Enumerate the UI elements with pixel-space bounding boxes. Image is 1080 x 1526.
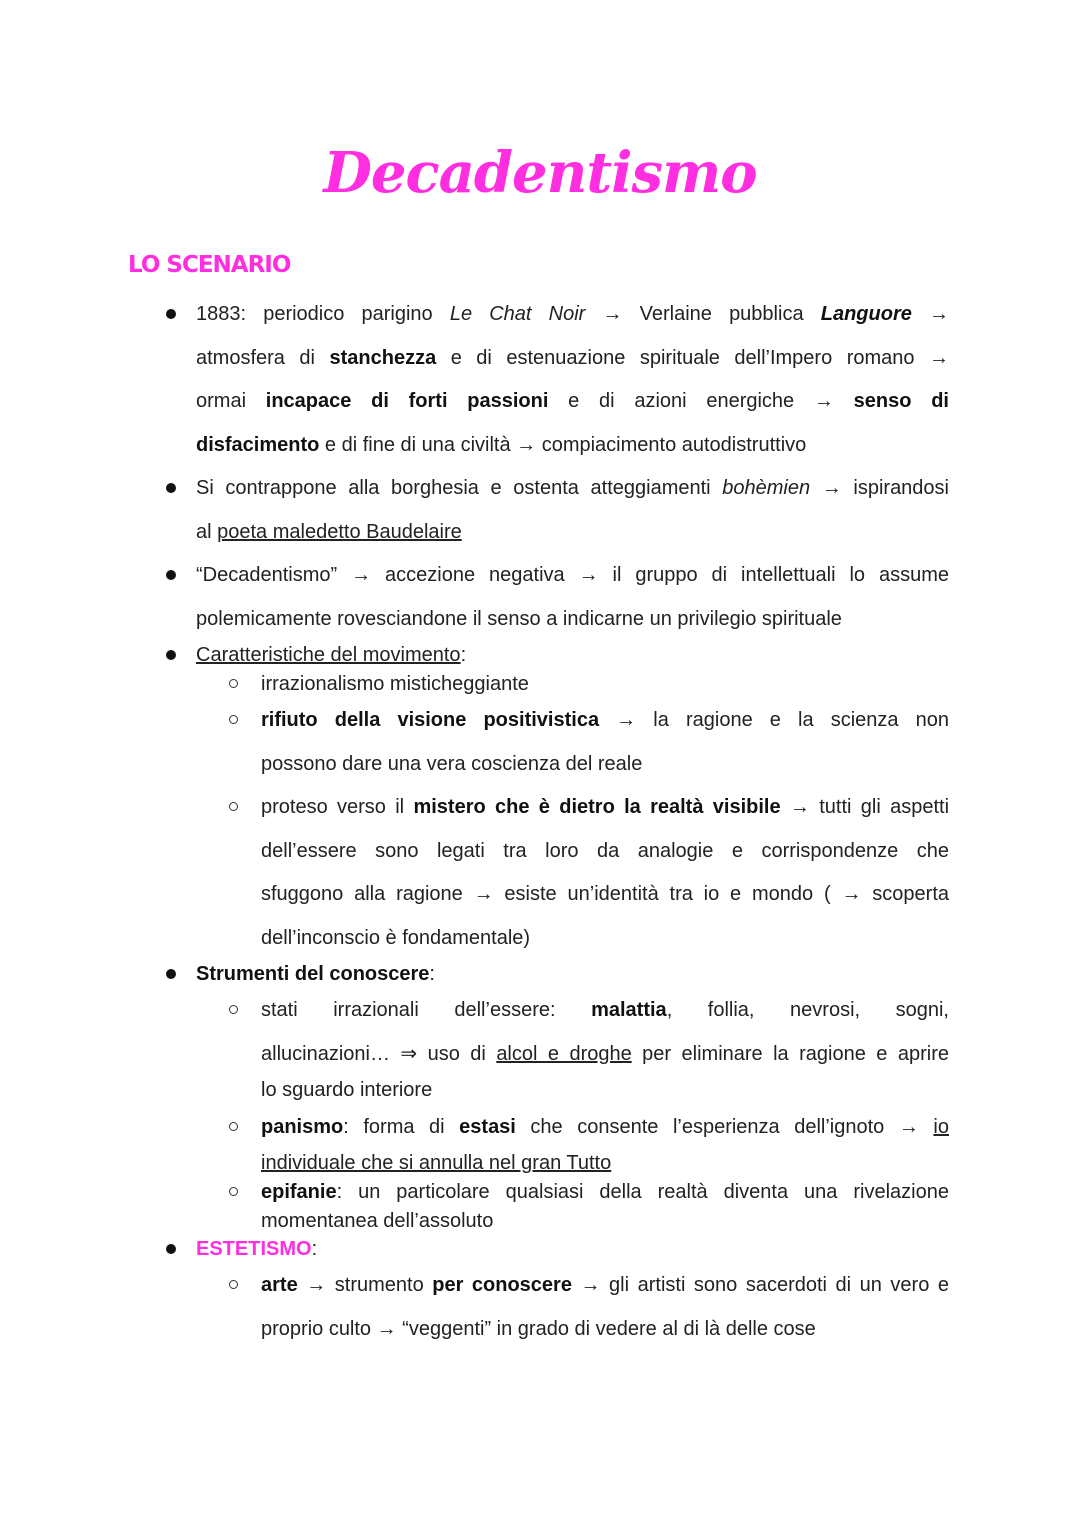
bullet4-sub3-line2: dell’essere sono legati tra loro da analogie e corrispondenze che xyxy=(261,840,949,862)
sub-bullet-circle xyxy=(229,715,238,724)
bullet6-heading: ESTETISMO: xyxy=(196,1238,318,1260)
bullet-dot xyxy=(166,1244,176,1254)
sub-bullet-circle xyxy=(229,1122,238,1131)
bullet-dot xyxy=(166,650,176,660)
bullet5-sub3-line1: epifanie: un particolare qualsiasi della realtà diventa una rivelazione xyxy=(261,1181,949,1203)
bullet4-heading: Caratteristiche del movimento: xyxy=(196,644,467,666)
bullet3-line1: “Decadentismo” → accezione negativa → il gruppo di intellettuali lo assume xyxy=(196,564,949,586)
bullet3-line2: polemicamente rovesciandone il senso a indicarne un privilegio spirituale xyxy=(196,608,842,630)
bullet4-sub3-line3: sfuggono alla ragione → esiste un’identità tra io e mondo ( → scoperta xyxy=(261,883,949,905)
bullet4-sub2-line1: rifiuto della visione positivistica → la ragione e la scienza non xyxy=(261,709,949,731)
sub-bullet-circle xyxy=(229,802,238,811)
sub-bullet-circle xyxy=(229,679,238,688)
bullet1-line1: 1883: periodico parigino Le Chat Noir → Verlaine pubblica Languore → xyxy=(196,303,950,325)
bullet4-sub1: irrazionalismo misticheggiante xyxy=(261,673,529,695)
bullet5-sub1-line1: stati irrazionali dell’essere: malattia, follia, nevrosi, sogni, xyxy=(261,999,949,1021)
bullet4-sub3-line1: proteso verso il mistero che è dietro la realtà visibile → tutti gli aspetti xyxy=(261,796,950,818)
bullet-dot xyxy=(166,309,176,319)
bullet5-sub2-line1: panismo: forma di estasi che consente l’esperienza dell’ignoto → io xyxy=(261,1116,949,1138)
bullet5-sub3-line2: momentanea dell’assoluto xyxy=(261,1210,494,1232)
bullet1-line4: disfacimento e di fine di una civiltà → compiacimento autodistruttivo xyxy=(196,434,807,456)
bullet-dot xyxy=(166,969,176,979)
bullet-dot xyxy=(166,570,176,580)
sub-bullet-circle xyxy=(229,1187,238,1196)
bullet6-sub1-line1: arte → strumento per conoscere → gli artisti sono sacerdoti di un vero e xyxy=(261,1274,949,1296)
bullet-dot xyxy=(166,483,176,493)
bullet1-line3: ormai incapace di forti passioni e di azioni energiche → senso di xyxy=(196,390,949,412)
sub-bullet-circle xyxy=(229,1005,238,1014)
sub-bullet-circle xyxy=(229,1280,238,1289)
bullet5-sub1-line2: allucinazioni… ⇒ uso di alcol e droghe per eliminare la ragione e aprire xyxy=(261,1043,949,1065)
bullet5-sub2-line2: individuale che si annulla nel gran Tutto xyxy=(261,1152,612,1174)
bullet5-heading: Strumenti del conoscere: xyxy=(196,963,435,985)
bullet1-line2: atmosfera di stanchezza e di estenuazione spirituale dell’Impero romano → xyxy=(196,347,949,369)
bullet2-line2: al poeta maledetto Baudelaire xyxy=(196,521,462,543)
bullet2-line1: Si contrappone alla borghesia e ostenta atteggiamenti bohèmien → ispirandosi xyxy=(196,477,949,499)
bullet4-sub3-line4: dell’inconscio è fondamentale) xyxy=(261,927,531,949)
bullet4-sub2-line2: possono dare una vera coscienza del reale xyxy=(261,753,643,775)
bullet6-sub1-line2: proprio culto → “veggenti” in grado di vedere al di là delle cose xyxy=(261,1318,816,1340)
section-title: LO SCENARIO xyxy=(128,252,291,278)
page-title: Decadentismo xyxy=(323,140,757,206)
bullet5-sub1-line3: lo sguardo interiore xyxy=(261,1079,433,1101)
